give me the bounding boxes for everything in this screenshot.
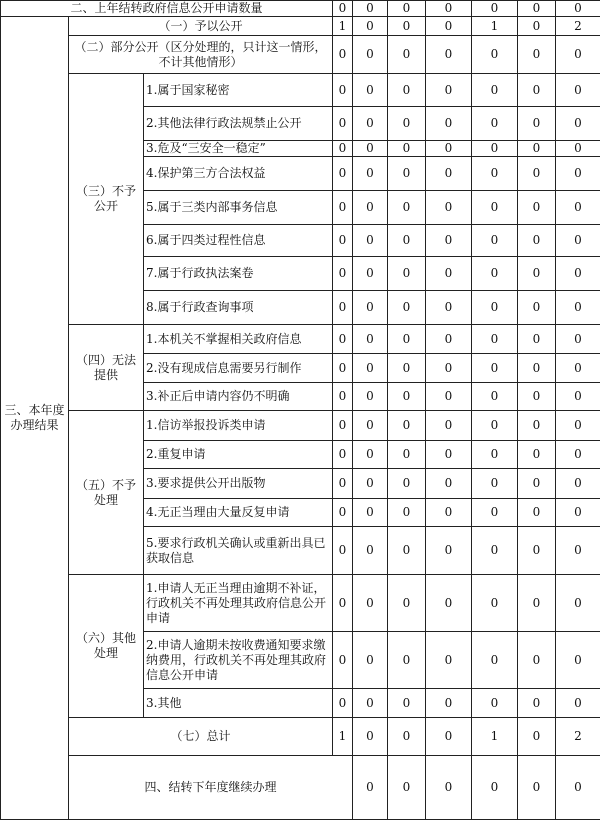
- value-cell: 0: [426, 257, 472, 291]
- value-cell: 0: [353, 441, 388, 469]
- value-cell: 0: [333, 689, 353, 718]
- value-cell: 0: [388, 575, 426, 632]
- value-cell: 0: [472, 1, 518, 17]
- value-cell: 0: [353, 107, 388, 141]
- value-cell: 0: [472, 36, 518, 74]
- value-cell: 0: [388, 157, 426, 191]
- value-cell: 0: [333, 74, 353, 107]
- value-cell: 0: [556, 191, 600, 225]
- partial-row: [1, 36, 600, 74]
- value-cell: 0: [556, 756, 600, 820]
- value-cell: 0: [388, 74, 426, 107]
- item-label: 1.申请人无正当理由逾期不补证，行政机关不再处理其政府信息公开申请: [144, 575, 333, 632]
- item-label: 2.申请人逾期未按收费通知要求缴纳费用，行政机关不再处理其政府信息公开申请: [144, 632, 333, 689]
- value-cell: 0: [426, 718, 472, 756]
- carry-forward-label: 四、结转下年度继续办理: [69, 756, 353, 820]
- value-cell: 0: [518, 74, 556, 107]
- value-cell: 0: [388, 225, 426, 257]
- value-cell: 0: [518, 17, 556, 36]
- item-label: 3.危及“三安全一稳定”: [144, 141, 333, 157]
- other-processing-label: （六）其他处理: [69, 575, 144, 718]
- value-cell: 1: [472, 718, 518, 756]
- value-cell: 0: [472, 527, 518, 575]
- value-cell: 0: [472, 383, 518, 411]
- value-cell: 0: [333, 157, 353, 191]
- value-cell: 0: [472, 441, 518, 469]
- value-cell: 0: [388, 469, 426, 499]
- value-cell: 0: [388, 36, 426, 74]
- value-cell: 0: [518, 107, 556, 141]
- value-cell: 0: [556, 575, 600, 632]
- item-label: 3.要求提供公开出版物: [144, 469, 333, 499]
- value-cell: 0: [426, 469, 472, 499]
- not-processed-label: （五）不予处理: [69, 411, 144, 575]
- value-cell: 0: [426, 291, 472, 325]
- value-cell: 0: [353, 36, 388, 74]
- value-cell: 0: [518, 527, 556, 575]
- cannot-provide-item-row: [1, 325, 600, 354]
- cannot-provide-label: （四）无法提供: [69, 325, 144, 411]
- value-cell: 1: [333, 718, 353, 756]
- value-cell: 0: [353, 469, 388, 499]
- value-cell: 0: [353, 225, 388, 257]
- value-cell: 0: [518, 441, 556, 469]
- value-cell: 0: [472, 499, 518, 527]
- value-cell: 0: [556, 441, 600, 469]
- value-cell: 0: [556, 291, 600, 325]
- value-cell: 0: [426, 441, 472, 469]
- value-cell: 0: [518, 257, 556, 291]
- value-cell: 0: [518, 225, 556, 257]
- value-cell: 0: [556, 354, 600, 383]
- value-cell: 0: [518, 689, 556, 718]
- item-label: 1.本机关不掌握相关政府信息: [144, 325, 333, 354]
- item-label: 7.属于行政执法案卷: [144, 257, 333, 291]
- value-cell: 0: [472, 191, 518, 225]
- value-cell: 0: [426, 36, 472, 74]
- value-cell: 0: [556, 74, 600, 107]
- value-cell: 0: [518, 756, 556, 820]
- value-cell: 0: [518, 141, 556, 157]
- value-cell: 0: [333, 411, 353, 441]
- item-label: 4.无正当理由大量反复申请: [144, 499, 333, 527]
- value-cell: 0: [472, 689, 518, 718]
- value-cell: 0: [388, 1, 426, 17]
- value-cell: 0: [556, 499, 600, 527]
- value-cell: 0: [518, 325, 556, 354]
- value-cell: 0: [388, 632, 426, 689]
- value-cell: 0: [353, 157, 388, 191]
- value-cell: 0: [333, 527, 353, 575]
- value-cell: 0: [426, 74, 472, 107]
- section-label: 三、本年度办理结果: [1, 17, 69, 820]
- not-processed-item-row: [1, 411, 600, 441]
- value-cell: 0: [388, 718, 426, 756]
- value-cell: 0: [556, 107, 600, 141]
- value-cell: 0: [518, 157, 556, 191]
- value-cell: 0: [426, 17, 472, 36]
- item-label: 5.要求行政机关确认或重新出具已获取信息: [144, 527, 333, 575]
- value-cell: 0: [353, 411, 388, 441]
- value-cell: 0: [333, 141, 353, 157]
- value-cell: 0: [426, 225, 472, 257]
- value-cell: 0: [333, 383, 353, 411]
- value-cell: 0: [556, 325, 600, 354]
- value-cell: 1: [333, 17, 353, 36]
- value-cell: 0: [353, 74, 388, 107]
- value-cell: 0: [556, 141, 600, 157]
- value-cell: 0: [388, 689, 426, 718]
- carryover-label: 二、上年结转政府信息公开申请数量: [1, 1, 333, 17]
- value-cell: 0: [353, 575, 388, 632]
- value-cell: 0: [388, 354, 426, 383]
- value-cell: 0: [388, 107, 426, 141]
- value-cell: 0: [333, 36, 353, 74]
- value-cell: 0: [426, 325, 472, 354]
- value-cell: 0: [353, 632, 388, 689]
- value-cell: 0: [426, 499, 472, 527]
- disclosed-label: （一）予以公开: [69, 17, 333, 36]
- value-cell: 0: [472, 632, 518, 689]
- value-cell: 0: [472, 469, 518, 499]
- value-cell: 0: [388, 527, 426, 575]
- value-cell: 0: [472, 756, 518, 820]
- value-cell: 0: [388, 291, 426, 325]
- value-cell: 0: [518, 383, 556, 411]
- value-cell: 0: [556, 632, 600, 689]
- value-cell: 0: [388, 383, 426, 411]
- value-cell: 0: [353, 141, 388, 157]
- value-cell: 0: [472, 411, 518, 441]
- value-cell: 0: [388, 17, 426, 36]
- value-cell: 0: [353, 718, 388, 756]
- value-cell: 0: [333, 325, 353, 354]
- value-cell: 0: [333, 225, 353, 257]
- value-cell: 0: [388, 756, 426, 820]
- value-cell: 0: [353, 17, 388, 36]
- value-cell: 0: [333, 191, 353, 225]
- value-cell: 0: [556, 157, 600, 191]
- item-label: 5.属于三类内部事务信息: [144, 191, 333, 225]
- value-cell: 0: [353, 689, 388, 718]
- value-cell: 0: [556, 689, 600, 718]
- value-cell: 0: [353, 257, 388, 291]
- value-cell: 0: [518, 469, 556, 499]
- value-cell: 0: [333, 291, 353, 325]
- item-label: 2.没有现成信息需要另行制作: [144, 354, 333, 383]
- value-cell: 0: [333, 632, 353, 689]
- value-cell: 0: [333, 469, 353, 499]
- value-cell: 0: [556, 469, 600, 499]
- value-cell: 0: [518, 411, 556, 441]
- item-label: 3.补正后申请内容仍不明确: [144, 383, 333, 411]
- item-label: 2.重复申请: [144, 441, 333, 469]
- value-cell: 0: [353, 325, 388, 354]
- value-cell: 0: [333, 257, 353, 291]
- total-row: [1, 718, 600, 756]
- value-cell: 0: [556, 36, 600, 74]
- value-cell: 0: [518, 36, 556, 74]
- value-cell: 0: [426, 527, 472, 575]
- value-cell: 0: [472, 354, 518, 383]
- value-cell: 0: [556, 1, 600, 17]
- value-cell: 0: [388, 257, 426, 291]
- item-label: 6.属于四类过程性信息: [144, 225, 333, 257]
- value-cell: 0: [388, 411, 426, 441]
- value-cell: 0: [333, 575, 353, 632]
- value-cell: 0: [426, 383, 472, 411]
- value-cell: 0: [426, 756, 472, 820]
- item-label: 4.保护第三方合法权益: [144, 157, 333, 191]
- value-cell: 0: [472, 291, 518, 325]
- table-body: [1, 1, 600, 820]
- value-cell: 0: [556, 411, 600, 441]
- value-cell: 0: [556, 383, 600, 411]
- value-cell: 0: [426, 141, 472, 157]
- value-cell: 0: [426, 1, 472, 17]
- value-cell: 0: [426, 411, 472, 441]
- value-cell: 0: [556, 257, 600, 291]
- value-cell: 0: [333, 107, 353, 141]
- value-cell: 0: [518, 1, 556, 17]
- disclosed-row: [1, 17, 600, 36]
- value-cell: 0: [426, 107, 472, 141]
- item-label: 1.信访举报投诉类申请: [144, 411, 333, 441]
- value-cell: 0: [388, 441, 426, 469]
- value-cell: 0: [518, 575, 556, 632]
- value-cell: 0: [353, 383, 388, 411]
- value-cell: 0: [353, 1, 388, 17]
- value-cell: 0: [333, 354, 353, 383]
- value-cell: 0: [518, 632, 556, 689]
- carryover-row: [1, 1, 600, 17]
- not-disclosed-item-row: [1, 74, 600, 107]
- value-cell: 0: [333, 441, 353, 469]
- value-cell: 0: [353, 527, 388, 575]
- value-cell: 0: [353, 354, 388, 383]
- item-label: 2.其他法律行政法规禁止公开: [144, 107, 333, 141]
- value-cell: 0: [472, 257, 518, 291]
- value-cell: 0: [472, 225, 518, 257]
- value-cell: 0: [472, 157, 518, 191]
- value-cell: 1: [472, 17, 518, 36]
- carry-forward-row: [1, 756, 600, 820]
- value-cell: 0: [333, 499, 353, 527]
- item-label: 8.属于行政查询事项: [144, 291, 333, 325]
- value-cell: 0: [388, 325, 426, 354]
- total-label: （七）总计: [69, 718, 333, 756]
- value-cell: 0: [426, 157, 472, 191]
- not-disclosed-label: （三）不予公开: [69, 74, 144, 325]
- value-cell: 0: [472, 141, 518, 157]
- value-cell: 0: [426, 191, 472, 225]
- value-cell: 0: [518, 191, 556, 225]
- value-cell: 0: [472, 575, 518, 632]
- value-cell: 0: [388, 499, 426, 527]
- value-cell: 0: [388, 191, 426, 225]
- value-cell: 0: [333, 1, 353, 17]
- value-cell: 0: [426, 632, 472, 689]
- value-cell: 0: [556, 527, 600, 575]
- value-cell: 0: [353, 499, 388, 527]
- partial-label: （二）部分公开（区分处理的，只计这一情形，不计其他情形）: [69, 36, 333, 74]
- value-cell: 2: [556, 718, 600, 756]
- value-cell: 0: [472, 74, 518, 107]
- value-cell: 0: [472, 325, 518, 354]
- item-label: 1.属于国家秘密: [144, 74, 333, 107]
- value-cell: 0: [353, 191, 388, 225]
- value-cell: 0: [388, 141, 426, 157]
- value-cell: 0: [518, 291, 556, 325]
- value-cell: 2: [556, 17, 600, 36]
- value-cell: 0: [518, 499, 556, 527]
- value-cell: 0: [426, 354, 472, 383]
- value-cell: 0: [353, 756, 388, 820]
- other-processing-item-row: [1, 575, 600, 632]
- value-cell: 0: [518, 354, 556, 383]
- item-label: 3.其他: [144, 689, 333, 718]
- value-cell: 0: [556, 225, 600, 257]
- value-cell: 0: [518, 718, 556, 756]
- value-cell: 0: [426, 575, 472, 632]
- value-cell: 0: [472, 107, 518, 141]
- value-cell: 0: [426, 689, 472, 718]
- value-cell: 0: [353, 291, 388, 325]
